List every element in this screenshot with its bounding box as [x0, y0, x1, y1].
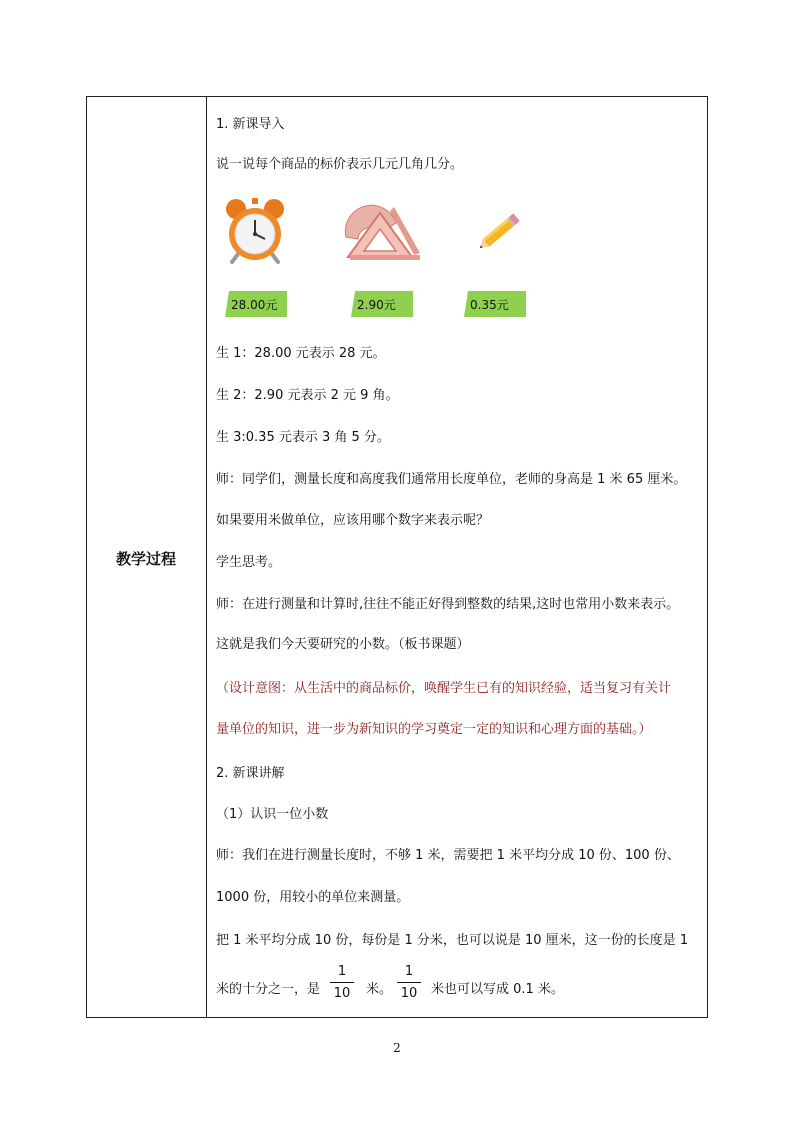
fraction-bar	[330, 982, 354, 983]
text-line: 把 1 米平均分成 10 份，每份是 1 分米，也可以说是 10 厘米，这一份的长度是 1	[216, 933, 689, 948]
price-tag-label: 28.00元	[231, 298, 278, 312]
price-tag	[464, 291, 526, 317]
fraction-denominator: 10	[333, 986, 351, 1001]
price-tag-label: 2.90元	[357, 298, 396, 312]
text-line: 米。	[366, 982, 393, 997]
design-note-line: 量单位的知识，进一步为新知识的学习奠定一定的知识和心理方面的基础。）	[216, 722, 652, 737]
fraction-numerator: 1	[404, 964, 414, 979]
text-line: 学生思考。	[216, 555, 282, 570]
fraction-bar	[397, 982, 421, 983]
fraction	[397, 963, 421, 1002]
text-line: 师：我们在进行测量长度时，不够 1 米，需要把 1 米平均分成 10 份、100 份、	[216, 848, 680, 863]
alarm-clock-icon	[222, 196, 288, 264]
text-line: 师：在进行测量和计算时,往往不能正好得到整数的结果,这时也常用小数来表示。	[216, 597, 680, 612]
heading-explain: 2. 新课讲解	[216, 766, 285, 781]
text-line: 米的十分之一，是	[216, 982, 321, 997]
fraction-numerator: 1	[337, 964, 347, 979]
fraction-denominator: 10	[400, 986, 418, 1001]
column-divider	[206, 96, 207, 1018]
text-line: 这就是我们今天要研究的小数。（板书课题）	[216, 637, 470, 652]
design-note-line: （设计意图：从生活中的商品标价，唤醒学生已有的知识经验，适当复习有关计	[216, 681, 672, 696]
text-line: 生 1：28.00 元表示 28 元。	[216, 346, 386, 361]
pencil-icon	[472, 207, 526, 257]
text-line: 米也可以写成 0.1 米。	[431, 982, 564, 997]
section-label: 教学过程	[115, 550, 176, 568]
text-line: 生 3:0.35 元表示 3 角 5 分。	[216, 430, 390, 445]
price-tag	[225, 291, 287, 317]
text-line: 如果要用米做单位，应该用哪个数字来表示呢？	[216, 513, 490, 528]
text-line: 生 2：2.90 元表示 2 元 9 角。	[216, 388, 399, 403]
subheading: （1）认识一位小数	[216, 807, 329, 822]
triangle-ruler-icon	[340, 203, 424, 261]
text-line: 说一说每个商品的标价表示几元几角几分。	[216, 157, 464, 172]
text-line: 师：同学们，测量长度和高度我们通常用长度单位，老师的身高是 1 米 65 厘米。	[216, 472, 687, 487]
text-line: 1000 份，用较小的单位来测量。	[216, 890, 410, 905]
price-tag-label: 0.35元	[470, 298, 509, 312]
heading-intro: 1. 新课导入	[216, 117, 285, 132]
page-number: 2	[393, 1041, 401, 1055]
fraction	[330, 963, 354, 1002]
price-tag	[351, 291, 413, 317]
